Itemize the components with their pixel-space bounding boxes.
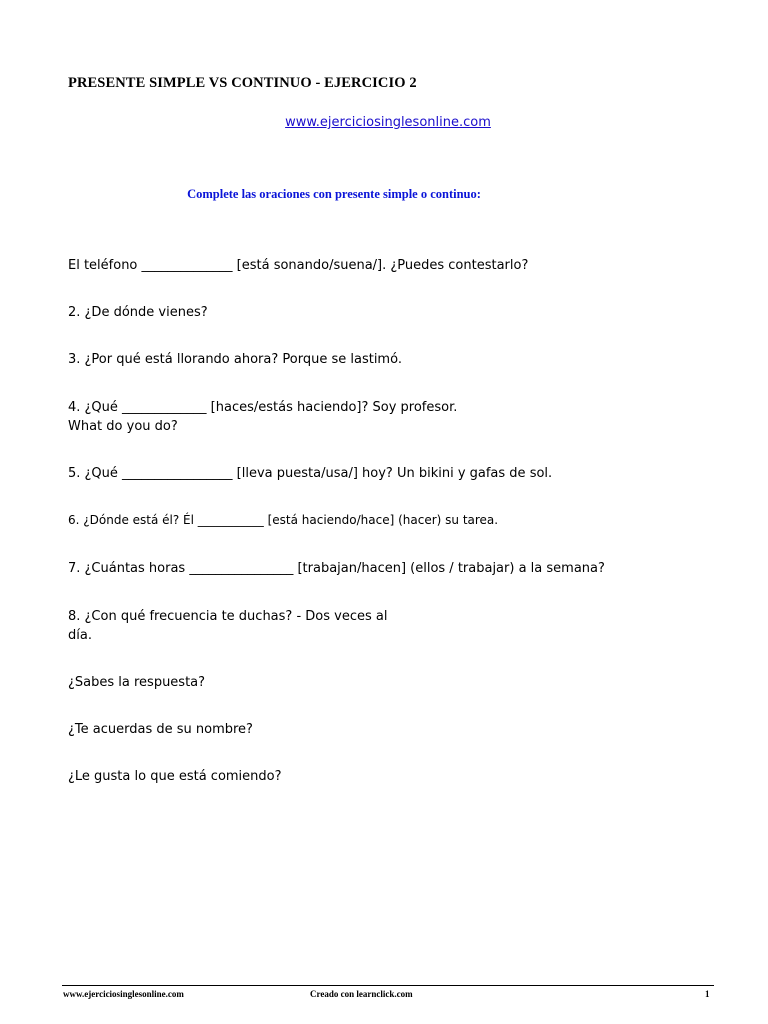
exercise-line: 8. ¿Con qué frecuencia te duchas? - Dos veces al [68, 609, 388, 624]
worksheet-title: PRESENTE SIMPLE VS CONTINUO - EJERCICIO 2 [68, 75, 417, 91]
exercise-item-4 [68, 398, 457, 436]
exercise-item-5 [68, 464, 552, 483]
exercise-item-11 [68, 767, 282, 786]
page-number: 1 [705, 989, 710, 999]
site-link[interactable]: www.ejerciciosinglesonline.com [285, 115, 491, 130]
exercise-line: ¿Le gusta lo que está comiendo? [68, 769, 282, 784]
exercise-line: ¿Sabes la respuesta? [68, 675, 206, 690]
footer-site-link: www.ejerciciosinglesonline.com [63, 989, 184, 999]
exercise-line: ¿Te acuerdas de su nombre? [68, 722, 253, 737]
exercise-item-8 [68, 607, 387, 645]
exercise-item-10 [68, 720, 253, 739]
exercise-line: What do you do? [68, 419, 178, 434]
exercise-item-9 [68, 673, 205, 692]
exercise-line: 6. ¿Dónde está él? Él ___________ [está haciendo/hace] (hacer) su tarea. [68, 513, 499, 527]
footer-divider [62, 985, 714, 986]
exercise-line: 5. ¿Qué _________________ [lleva puesta/usa/] hoy? Un bikini y gafas de sol. [68, 466, 553, 481]
exercise-line: 2. ¿De dónde vienes? [68, 305, 208, 320]
exercise-line: 7. ¿Cuántas horas ________________ [trabajan/hacen] (ellos / trabajar) a la semana? [68, 561, 605, 576]
exercise-item-3 [68, 350, 402, 369]
exercise-item-1 [68, 256, 528, 275]
exercise-item-2 [68, 303, 208, 322]
footer-credit: Creado con learnclick.com [310, 989, 413, 999]
exercise-line: 4. ¿Qué _____________ [haces/estás haciendo]? Soy profesor. [68, 400, 458, 415]
exercise-line: 3. ¿Por qué está llorando ahora? Porque se lastimó. [68, 352, 402, 367]
exercise-line: El teléfono ______________ [está sonando/suena/]. ¿Puedes contestarlo? [68, 258, 529, 273]
exercise-line: día. [68, 628, 92, 643]
exercise-item-6 [68, 511, 498, 530]
instructions-text: Complete las oraciones con presente simple o continuo: [187, 187, 481, 201]
exercise-item-7 [68, 559, 605, 578]
